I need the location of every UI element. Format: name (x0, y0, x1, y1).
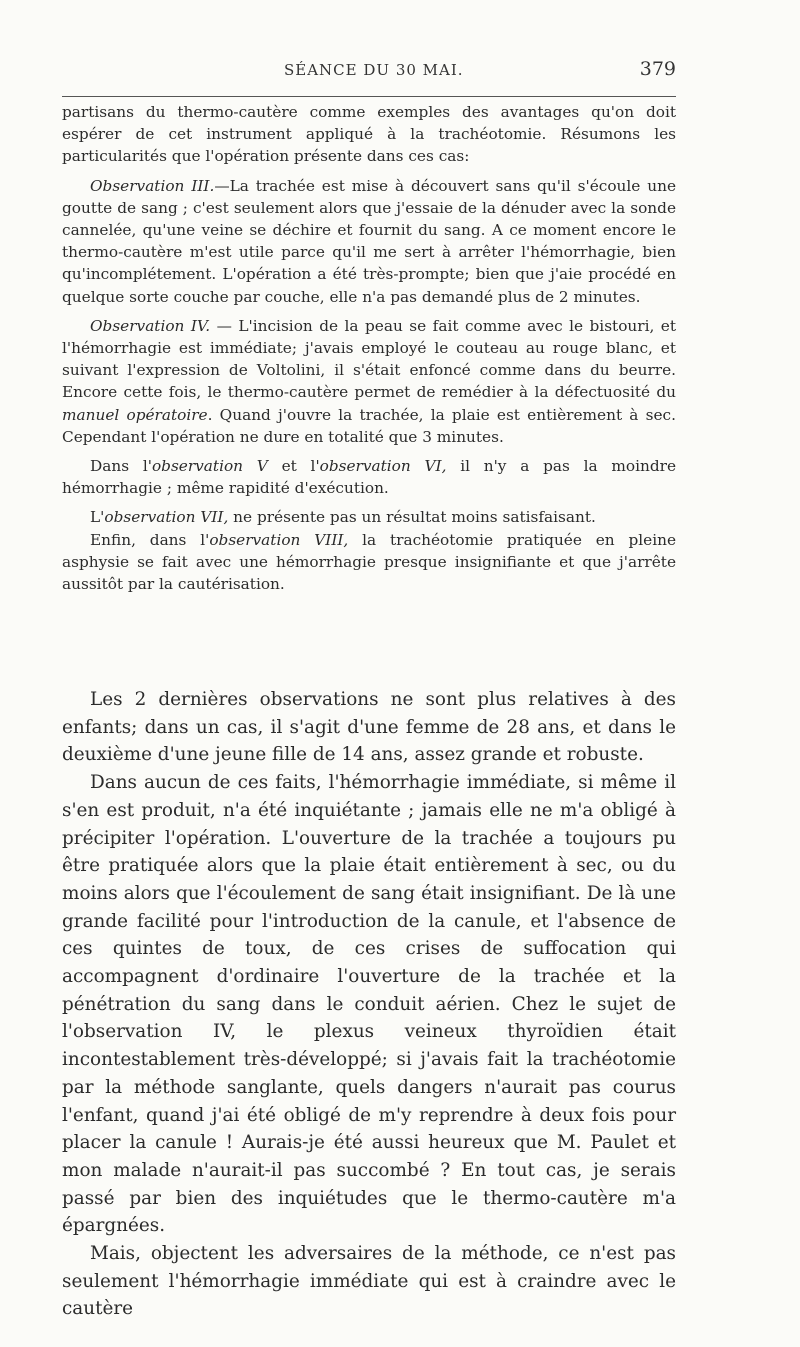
observation-5-6-paragraph (62, 455, 676, 499)
observation-4-italic: manuel opératoire (62, 405, 208, 424)
page-number: 379 (639, 58, 676, 80)
observation-4-paragraph (62, 315, 676, 448)
observation-3-paragraph (62, 175, 676, 308)
observation-5-label: observation V (151, 457, 268, 476)
running-title: SÉANCE DU 30 MAI. (284, 61, 464, 79)
observation-4-text: — L'incision de la peau se fait comme avec le bistouri, et l'hémorrhagie est immédiate; j'avais employé le couteau au rouge blanc, et suivant l'expression de Voltolini, il s'était enfoncé comme dans du beurre. Encore cette fois, le thermo-cautère permet de remédier à la défectuosité du (62, 316, 676, 402)
observation-7-paragraph (62, 506, 676, 528)
observation-4-label: Observation IV. (90, 316, 211, 335)
intro-paragraph: partisans du thermo-cautère comme exemples des avantages qu'on doit espérer de cet instrument appliqué à la trachéotomie. Résumons les particularités que l'opération présente dans ces cas: (62, 103, 676, 166)
paragraph-hemorrhage-discussion: Dans aucun de ces faits, l'hémorrhagie immédiate, si même il s'en est produit, n'a été inquiétante ; jamais elle ne m'a obligé à précipiter l'opération. L'ouverture de la trachée a toujours pu être pratiquée alors que la plaie était entièrement à sec, ou du moins alors que l'écoulement de sang était insignifiant. De là une grande facilité pour l'introduction de la canule, et l'absence de ces quintes de toux, de ces crises de suffocation qui accompagnent d'ordinaire l'ouverture de la trachée et la pénétration du sang dans le conduit aérien. Chez le sujet de l'observation IV, le plexus veineux thyroïdien était incontestablement très-développé; si j'avais fait la trachéotomie par la méthode sanglante, quels dangers n'aurait pas courus l'enfant, quand j'ai été obligé de m'y reprendre à deux fois pour placer la canule ! Aurais-je été aussi heureux que M. Paulet et mon malade n'aurait-il pas succombé ? En tout cas, je serais passé par bien des inquiétudes que le thermo-cautère m'a épargnées. (62, 772, 676, 1237)
observation-7-text-b: ne présente pas un résultat moins satisfaisant. (228, 508, 596, 527)
observation-3-label: Observation III. (90, 176, 215, 195)
observation-5-6-text-a: Dans l' (90, 457, 152, 476)
paragraph-objections: Mais, objectent les adversaires de la méthode, ce n'est pas seulement l'hémorrhagie immédiate qui est à craindre avec le cautère (62, 1243, 676, 1320)
observation-5-6-text-c: il n'y a pas la moindre hémorrhagie ; même rapidité d'exécution. (62, 457, 676, 498)
observation-7-text-a: L' (90, 508, 105, 527)
observation-8-paragraph (62, 529, 676, 596)
paragraph-last-observations: Les 2 dernières observations ne sont plus relatives à des enfants; dans un cas, il s'agit d'une femme de 28 ans, et dans le deuxième d'une jeune fille de 14 ans, assez grande et robuste. (62, 689, 676, 766)
header-rule (62, 96, 676, 97)
observations-block (62, 101, 676, 602)
observation-8-label: observation VIII, (209, 530, 349, 549)
observation-5-6-text-b: et l' (267, 457, 320, 476)
observation-3-text: —La trachée est mise à découvert sans qu'il s'écoule une goutte de sang ; c'est seulement alors que j'essaie de la dénuder avec la sonde cannelée, qu'une veine se déchire et fournit du sang. A ce moment encore le thermo-cautère m'est utile parce qu'il me sert à arrêter l'hémorrhagie, bien qu'incomplétement. L'opération a été très-prompte; bien que j'aie procédé en quelque sorte couche par couche, elle n'a pas demandé plus de 2 minutes. (62, 176, 677, 306)
observation-7-label: observation VII, (104, 508, 229, 527)
observation-8-text-b: la trachéotomie pratiquée en pleine asphysie se fait avec une hémorrhagie presque insignifiante et que j'arrête aussitôt par la cautérisation. (62, 530, 677, 594)
observation-8-text-a: Enfin, dans l' (90, 530, 210, 549)
observation-4-text-end: . Quand j'ouvre la trachée, la plaie est entièrement à sec. Cependant l'opération ne dure en totalité que 3 minutes. (62, 405, 676, 446)
main-text-block (62, 686, 676, 1323)
page-header (62, 58, 676, 84)
observation-6-label: observation VI, (319, 457, 447, 476)
